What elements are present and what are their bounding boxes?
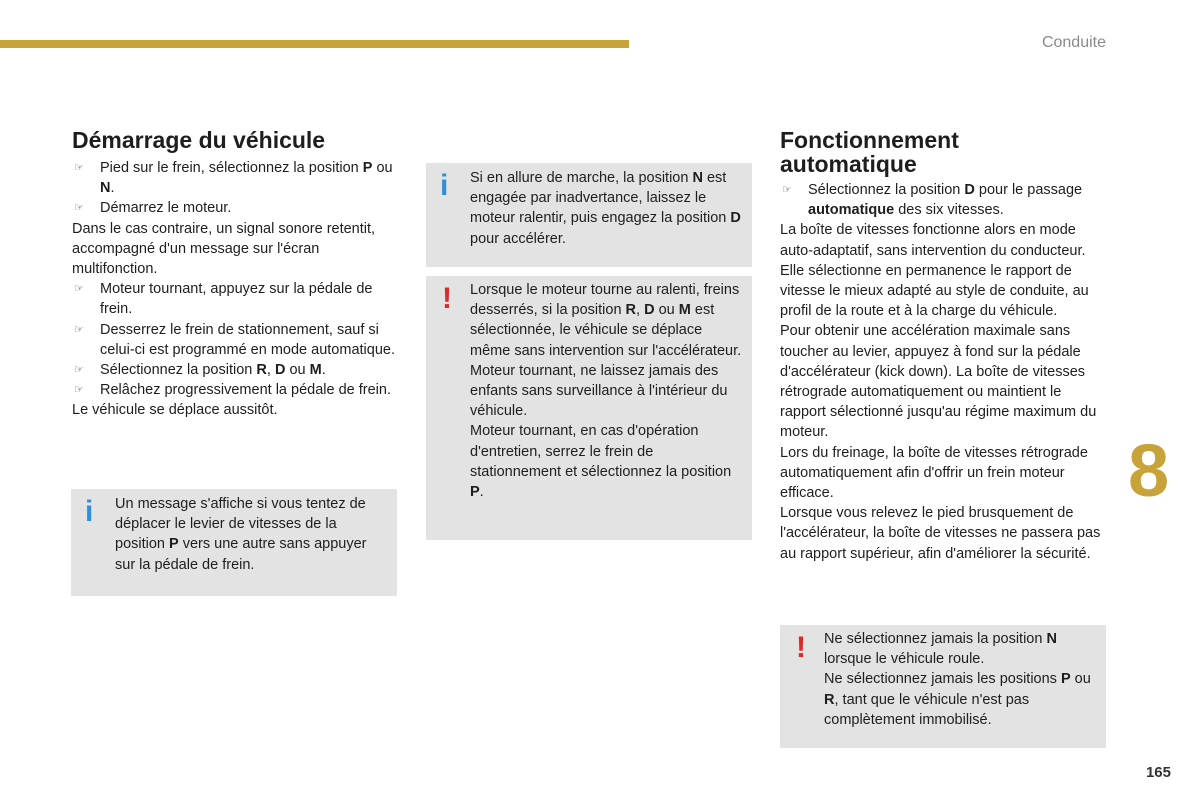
warning-box-neutral [780, 625, 1106, 748]
warning-paragraph: Moteur tournant, en cas d'opération d'entretien, serrez le frein de stationnement et sélectionnez la position P. [470, 423, 732, 501]
warning-paragraph: Lorsque le moteur tourne au ralenti, freins desserrés, si la position R, D ou M est sélectionnée, le véhicule se déplace même sans intervention sur l'accélérateur. [470, 282, 742, 359]
warning-text [470, 280, 746, 502]
list-item: ☞ Sélectionnez la position D pour le passage automatique des six vitesses. [782, 182, 1083, 219]
list-item: ☞ Desserrez le frein de stationnement, sauf si celui-ci est programmé en mode automatique. [74, 321, 395, 358]
warning-paragraph: Moteur tournant, ne laissez jamais des enfants sans surveillance à l'intérieur du véhicule. [470, 362, 728, 420]
info-box-message [71, 489, 397, 596]
page-number: 165 [1145, 764, 1171, 781]
pointing-hand-icon: ☞ [74, 162, 84, 174]
paragraph: Dans le cas contraire, un signal sonore retentit, accompagné d'un message sur l'écran multifonction. [72, 220, 376, 278]
warning-icon: ! [796, 631, 806, 664]
info-icon: i [85, 495, 94, 528]
paragraph: Lors du freinage, la boîte de vitesses rétrograde automatiquement afin d'offrir un frein moteur efficace. [780, 444, 1088, 502]
info-text: Si en allure de marche, la position N est engagée par inadvertance, laissez le moteur ralentir, puis engagez la position D pour accélérer. [470, 170, 741, 247]
warning-paragraph: Ne sélectionnez jamais la position N lorsque le véhicule roule. [824, 631, 1057, 668]
pointing-hand-icon: ☞ [74, 384, 84, 397]
heading-demarrage: Démarrage du véhicule [72, 127, 326, 153]
pointing-hand-icon: ☞ [74, 323, 84, 336]
column-fonctionnement [780, 128, 1106, 564]
list-item: ☞ Relâchez progressivement la pédale de frein. [72, 380, 397, 400]
pointing-hand-icon: ☞ [782, 184, 792, 196]
pointing-hand-icon: ☞ [74, 202, 84, 215]
paragraph: La boîte de vitesses fonctionne alors en mode auto-adaptatif, sans intervention du conducteur. Elle sélectionne en permanence le rapport de vitesse le mieux adapté au style de conduite, au profil de la route et à la charge du véhicule. [780, 222, 1089, 320]
list-item: ☞ Moteur tournant, appuyez sur la pédale de frein. [74, 281, 373, 318]
info-text: Un message s'affiche si vous tentez de déplacer le levier de vitesses de la position P vers une autre sans appuyer sur la pédale de frein. [115, 496, 367, 573]
paragraph: Lorsque vous relevez le pied brusquement de l'accélérateur, la boîte de vitesses ne passera pas au rapport supérieur, afin d'améliorer la sécurité. [780, 505, 1101, 562]
list-item: ☞ Démarrez le moteur. [72, 198, 397, 218]
warning-text [824, 629, 1098, 730]
paragraph: Pour obtenir une accélération maximale sans toucher au levier, appuyez à fond sur la pédale d'accélérateur (kick down). La boîte de vitesses rétrograde automatiquement ou maintient le rapport sélectionné jusqu'au régime maximum du moteur. [780, 323, 1097, 441]
pointing-hand-icon: ☞ [74, 283, 84, 296]
list-item: ☞ Pied sur le frein, sélectionnez la position P ou N. [74, 160, 393, 197]
column-demarrage [72, 128, 397, 421]
warning-box-idle [426, 276, 752, 540]
warning-icon: ! [442, 282, 452, 315]
heading-fonctionnement: Fonctionnement automatique [780, 127, 959, 177]
info-box-neutral [426, 163, 752, 267]
paragraph: Le véhicule se déplace aussitôt. [72, 402, 278, 419]
info-icon: i [440, 169, 449, 202]
list-item: ☞ Sélectionnez la position R, D ou M. [72, 360, 397, 380]
chapter-number: 8 [1128, 429, 1170, 512]
pointing-hand-icon: ☞ [74, 364, 84, 377]
warning-paragraph: Ne sélectionnez jamais les positions P ou R, tant que le véhicule n'est pas complètement immobilisé. [824, 671, 1091, 728]
section-title: Conduite [1041, 34, 1106, 51]
header-accent-rule [0, 40, 629, 48]
